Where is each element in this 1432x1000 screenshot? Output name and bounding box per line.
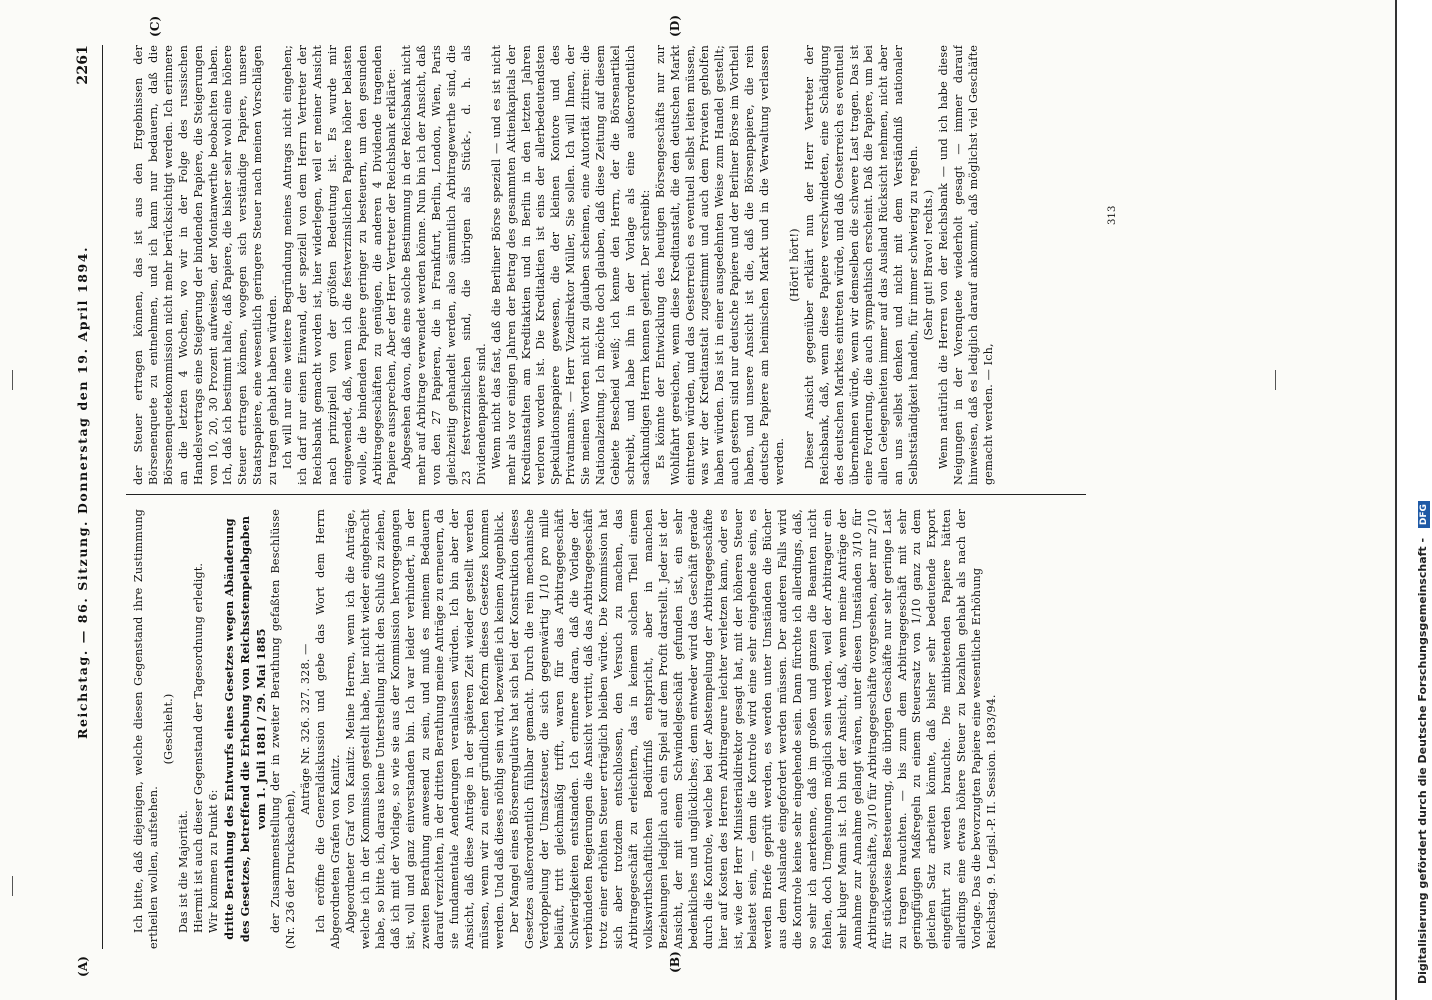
paragraph: Ich eröffne die Generaldiskussion und gebe das Wort dem Herrn Abgeordneten Grafen von Kanitz. xyxy=(314,509,343,949)
marker-b: (B) xyxy=(668,951,682,973)
scan-tick-mark xyxy=(1275,370,1276,390)
speech-paragraph: Abgeordneter Graf von Kanitz: Meine Herren, wenn ich die Anträge, welche ich in der Kommission gestellt habe, hier nicht wieder eingebracht habe, so bitte ich, daraus keine Unterstellung nicht den Schluß zu ziehen, daß ich mit der Vorlage, so wie sie aus der Kommission hervorgegangen ist, voll und ganz einverstanden bin. Ich war leider verhindert, in der zweiten Berathung anwesend zu sein, und muß es meinem Bedauern darauf verzichten, in der dritten Berathung meine Anträge zu erneuern, da sie fundamentale Aenderungen veranlassen würden. Ich bin aber der Ansicht, daß diese Anträge in der späteren Zeit wieder gestellt werden müssen, wenn wir zu einer gründlichen Reform dieses Gesetzes kommen werden. Und daß dieses nöthig sein wird, bezweifle ich keinen Augenblick. xyxy=(343,509,507,949)
paragraph: Wir kommen zu Punkt 6: xyxy=(206,789,220,933)
paragraph: Ich bitte, daß diejenigen, welche diesen Gegenstand ihre Zustimmung ertheilen wollen, aufstehen. xyxy=(132,509,160,949)
stage-direction: (Hört! hört!) xyxy=(787,228,801,302)
sheet-number: 313 xyxy=(1107,205,1118,225)
speech-paragraph: Der Mangel eines Börsenregulativs hat sich bei der Konstruktion dieses Gesetzes außerordentlich fühlbar gemacht. Durch die rein mechanische Verdoppelung der Umsatzsteuer, die sich gegenwärtig 1/10 pro mille beläuft, tritt gleichmäßig trifft, waren für das Arbitragegeschäft Schwierigkeiten entstanden. Ich erinnere daran, daß die Vorlage der verbündeten Regierungen die Ansicht vertritt, daß das Arbitragegeschäft trotz einer erhöhten Steuer erträglich bleiben würde. Die Kommission hat sich aber trotzdem entschlossen, den Versuch zu machen, das Arbitragegeschäft zu erleichtern, das in keinem solchen Theil einem volkswirthschaftlichen Bedürfniß entspricht, aber in manchen Beziehungen lediglich auch ein Spiel auf dem Profit darstellt. Jeder ist der Ansicht, der mit einem Schwindelgeschäft gefunden ist, ein sehr bedenkliches und unglückliches; denn entweder wird das Geschäft gerade durch die Kontrole, welche bei der Abstempelung der Arbitragegeschäfte hier auf Kosten des Herren Arbitrageure leichter verletzen kann, oder es ist, wie der Herr Ministerialdirektor gesagt hat, mit der höheren Steuer belastet sein, — denn die Kontrole wird eine sehr eingehende sein, es werden Briefe geprüft werden, es werden unter Umständen die Bücher aus dem Auslande eingefordert werden müssen. Der anderen Falls wird die Kontrole keine sehr eingehende sein. Dann fürchte ich allerdings, daß, so sehr ich anerkenne, daß im großen und ganzen die Beamten nicht fehlen, doch Umgehungen möglich sein werden, weil der Arbitrageur ein sehr kluger Mann ist. Ich bin der Ansicht, daß, wenn meine Anträge der Annahme zur Annahme gelangt wären, unter diesen Umständen 3/10 für Arbitragegeschäfte, 3/10 für Arbitragegeschäfte vorgesehen, aber nur 2/10 für stückweise Besteuerung, die übrigen Geschäfte nur sehr geringe Last zu tragen brauchten. — bis zum dem Arbitragegeschäft mit sehr geringfügigen Maßregeln zu einem Steuersatz von 1/10 ganz zu dem gleichen Satz arbeiten könnte, daß bisher sehr bedeutende Export eingeführt zu werden brauchte. Die mitbietenden Papiere hätten allerdings eine etwas höhere Steuer zu bezahlen gehabt als nach der Vorlage. Das die bevorzugten Papiere eine wesentliche Erhöhung xyxy=(507,509,984,949)
paragraph: der Zusammenstellung der in zweiter Berathung gefaßten Beschlüsse (Nr. 236 der Drucksachen), xyxy=(269,509,298,949)
quote-paragraph: Es könnte der Entwicklung des heutigen Börsengeschäfts nur zur Wohlfahrt gereichen, wenn diese Kreditanstalt, die den deutschen Markt eintreten würden, und das Oesterreich es eventuell selbst leiten müssen, was wir der Kreditanstalt zugestimmt und auch dem Privaten geholfen haben würden. Das ist in einer ausgedehnten Weise zum Handel gestellt; auch gestern sind nur deutsche Papiere und der Berliner Börse im Vortheil haben, und unsere Ansicht ist die, daß die Börsenpapiere, die rein deutsche Papiere am heimischen Markt und in die Verwaltung verlassen werden. xyxy=(653,45,786,485)
marker-d: (D) xyxy=(668,14,682,37)
column-footer: Reichstag. 9. Legisl.-P. II. Session. 1893/94. xyxy=(984,694,998,949)
paragraph: Wenn natürlich die Herren von der Reichsbank — und ich habe diese Neigungen in der Vorenquete wiederholt gesagt — immer darauf hinweisen, daß es lediglich darauf ankommt, daß möglichst viel Geschäfte gemacht werden. — Ich, xyxy=(936,45,995,485)
page-header xyxy=(66,45,96,977)
header-rule xyxy=(102,45,103,949)
page-number: 2261 xyxy=(75,45,91,85)
digitization-credit xyxy=(1416,0,1430,1000)
left-column xyxy=(132,509,1122,949)
stage-direction: (Geschieht.) xyxy=(161,693,175,765)
paragraph: Ich will nur eine weitere Begründung meines Antrags nicht eingehen; ich darf nur einen Einwand, der speziell von dem Herrn Vertreter der Reichsbank gemacht worden ist, hier widerlegen, weil er meiner Ansicht nach prinzipiell von der größten Bedeutung ist. Es wurde mir eingewendet, daß, wenn ich die festverzinslichen Papiere höher belasten wolle, die bindenden Papiere geringer zu besteuern, um den gesunden Arbitragegeschäften zu genügen, die anderen 4 Dividende tragenden Papiere aussprechen, Aber der Herr Vertreter der Reichsbank erklärte: xyxy=(281,45,399,485)
page-title: Reichstag. — 86. Sitzung. Donnerstag den 19. April 1894. xyxy=(75,245,90,739)
right-column xyxy=(132,45,1122,485)
scan-tick-mark xyxy=(12,876,13,896)
marker-a: (A) xyxy=(76,955,90,977)
paragraph: Wenn nicht das fast, daß die Berliner Börse speziell — und es ist nicht mehr als vor einigen Jahren der Betrag des gesammten Aktienkapitals der Kreditanstalten am Kreditaktien und in Berlin in den letzten Jahren verloren worden ist. Die Kreditaktien ist eins der allerbedeutendsten Spekulationspapiere gewesen, die der kleinen Kontore und des Privatmanns. — Herr Vizedirektor Müller, Sie sollen. Ich will Ihnen, der Sie meinen Worten nicht zu glauben scheinen, eine Autorität zitiren: die Nationalzeitung. Ich möchte doch glauben, daß diese Zeitung auf diesem Gebiete Bescheid weiß; ich kenne den Herrn, der die Börsenartikel schreibt, und habe ihn in der Vorlage als eine außerordentlich sachkundigen Herrn kennen gelernt. Der schreibt: xyxy=(489,45,652,485)
paragraph: Hiermit ist auch dieser Gegenstand der Tagesordnung erledigt. xyxy=(191,562,205,933)
digitization-credit-text: Digitalisierung gefördert durch die Deutsche Forschungsgemeinschaft - xyxy=(1416,537,1429,984)
quote-paragraph: Abgesehen davon, daß eine solche Bestimmung in der Reichsbank nicht mehr auf Arbitrage verwendet werden könne. Nun bin ich der Ansicht, daß von den 27 Papieren, die in Frankfurt, Berlin, London, Wien, Paris gleichzeitig gehandelt werden, also sämmtlich Arbitragewerthe sind, die 23 festverzinslichen sind, die übrigen als Stück-, d. h. als Dividendenpapiere sind. xyxy=(400,45,488,485)
dfg-logo-icon: DFG xyxy=(1418,501,1430,528)
agenda-item-title: dritte Berathung des Entwurfs eines Gesetzes wegen Abänderung des Gesetzes, betreffend die Erhebung von Reichsstempelabgaben vom 1. Juli 1881 / 29. Mai 1885 xyxy=(222,515,269,943)
marker-c: (C) xyxy=(148,15,162,37)
paragraph: Das ist die Majorität. xyxy=(176,810,190,933)
scan-tick-mark xyxy=(12,370,13,390)
column-divider xyxy=(126,494,1086,495)
motions-list: Anträge Nr. 326. 327. 328. — xyxy=(299,643,313,815)
rotated-page xyxy=(58,15,1138,985)
stage-direction: (Sehr gut! Bravo! rechts.) xyxy=(922,189,936,341)
paragraph: der Steuer ertragen können, das ist aus den Ergebnissen der Börsenenquete zu entnehmen, und ich kann nur bedauern, daß die Börsenenquetekommission nicht mehr berücksichtigt werden. Ich erinnere an die letzten 4 Wochen, wo wir in der Folge des russischen Handelsvertrags eine Steigerung der bindenden Papiere, die Steigerungen von 10, 20, 30 Prozent aufweisen, der Montanwerthe beobachten haben. Ich, daß ich bestimmt halte, daß Papiere, die bisher sehr wohl eine höhere Steuer ertragen können, wogegen sich verständige Papiere, unsere Staatspapiere, eine wesentlich geringere Steuer nach meinen Vorschlägen zu tragen gehabt haben würden. xyxy=(132,45,280,485)
paragraph: Dieser Ansicht gegenüber erklärt nun der Herr Vertreter der Reichsbank, daß, wenn diese Papiere verschwindeten, eine Schädigung des deutschen Marktes eintreten würde, und daß Oesterreich es eventuell übernehmen würde, wenn wir demselben die schwere Last tragen. Das ist eine Forderung, die auch sympathisch erscheint. Daß die Papiere, um bei allen Gelegenheiten immer auf das Ausland Rücksicht nehmen, nicht aber an uns selbst denken und nicht mit dem Verständniß nationaler Selbstständigkeit handeln, für immer schwierig zu regeln. xyxy=(802,45,921,485)
